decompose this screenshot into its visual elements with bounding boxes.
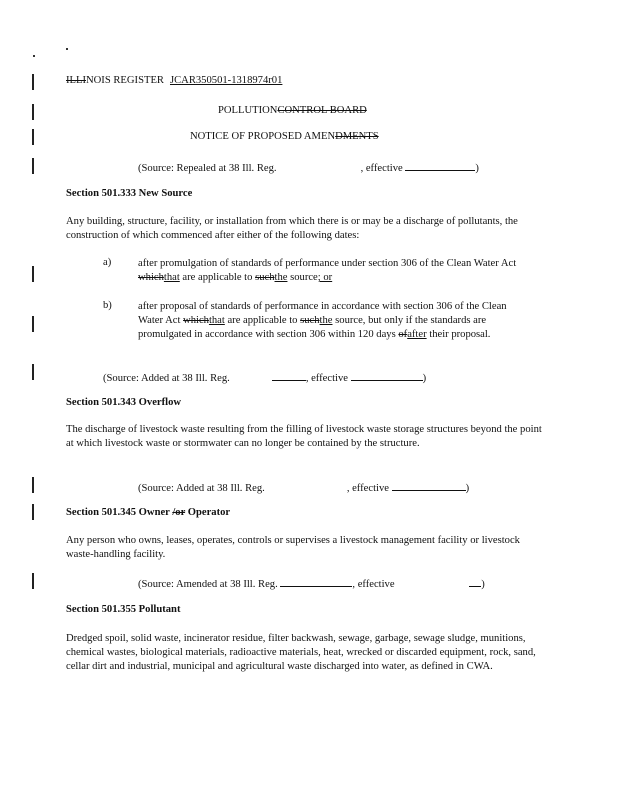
change-bar	[32, 158, 34, 174]
inserted-text: that	[208, 315, 225, 326]
notice-text: NOTICE OF PROPOSED AMEN	[190, 131, 336, 142]
item-text: source, but only if the standards are promulgated in accordance with section 306 within 120 days	[138, 315, 487, 340]
item-text: after promulgation of standards of performance under section 306 of the Clean Water Act	[138, 258, 517, 269]
agency-text: POLLUTION	[218, 105, 278, 116]
blank-line	[405, 160, 475, 171]
change-bar	[32, 316, 34, 332]
item-text: are applicable to	[224, 315, 301, 326]
close-paren: )	[481, 579, 485, 590]
section-355-body: Dredged spoil, solid waste, incinerator residue, filter backwash, sewage, garbage, sewage sludge, munitions, chemical wastes, biological materials, radioactive materials, heat, wrecked or discarded equipment, rock, sand, cellar dirt and industrial, municipal and agricultural waste discharged into water, as defined in CWA.	[66, 633, 536, 672]
change-bar	[32, 129, 34, 145]
struck-text: of	[398, 329, 408, 340]
agency-title	[218, 105, 367, 116]
source-text: (Source: Added at 38 Ill. Reg.	[103, 373, 230, 384]
source-repealed-line	[138, 160, 479, 174]
source-345-line	[138, 576, 485, 590]
effective-label: , effective	[360, 163, 403, 174]
struck-text: which	[138, 272, 164, 283]
change-bar	[32, 266, 34, 282]
section-333-heading: Section 501.333 New Source	[66, 188, 193, 199]
close-paren: )	[465, 483, 470, 494]
change-bar	[32, 74, 34, 90]
blank-line	[469, 576, 481, 587]
scan-speck	[66, 48, 68, 50]
register-text: NOIS REGISTER	[86, 75, 164, 86]
section-345-body: Any person who owns, leases, operates, controls or supervises a livestock management facility or livestock waste-handling facility.	[66, 535, 520, 560]
section-355-heading: Section 501.355 Pollutant	[66, 604, 181, 615]
source-333-line	[103, 370, 426, 384]
item-text: source	[287, 272, 318, 283]
section-343-body: The discharge of livestock waste resulting from the filling of livestock waste storage structures beyond the point at which livestock waste or stormwater can no longer be contained by the structure.	[66, 424, 542, 449]
source-343-line	[138, 480, 469, 494]
item-text: their proposal.	[426, 329, 491, 340]
item-text: after proposal of standards of performance in accordance with section 306 of the Clean Water Act	[138, 301, 507, 326]
item-b-text	[138, 300, 530, 342]
item-b-label: b)	[103, 300, 112, 311]
agency-struck-text: CONTROL BOARD	[277, 105, 367, 116]
item-a-text	[138, 257, 530, 285]
change-bar	[32, 364, 34, 380]
section-343-heading: Section 501.343 Overflow	[66, 397, 182, 408]
blank-line	[392, 480, 466, 491]
change-bar	[32, 504, 34, 520]
source-text: (Source: Repealed at 38 Ill. Reg.	[138, 163, 277, 174]
blank-line	[272, 370, 306, 381]
inserted-text: that	[163, 272, 180, 283]
section-333-intro: Any building, structure, facility, or installation from which there is or may be a discharge of pollutants, the construction of which commenced after either of the following dates:	[66, 216, 518, 241]
effective-label: , effective	[305, 373, 348, 384]
effective-label: , effective	[352, 579, 395, 590]
struck-text: such	[300, 315, 320, 326]
inserted-text: the	[319, 315, 333, 326]
struck-text: which	[183, 315, 209, 326]
register-header	[66, 75, 282, 86]
inserted-text: ; or	[317, 272, 333, 283]
notice-struck-text: DMENTS	[335, 131, 379, 142]
change-bar	[32, 573, 34, 589]
source-text: (Source: Amended at 38 Ill. Reg.	[138, 579, 278, 590]
change-bar	[32, 477, 34, 493]
blank-line	[280, 576, 352, 587]
heading-text: Operator	[185, 507, 231, 518]
item-text: are applicable to	[179, 272, 256, 283]
blank-line	[351, 370, 423, 381]
change-bar	[32, 104, 34, 120]
inserted-text: after	[407, 329, 427, 340]
effective-label: , effective	[346, 483, 389, 494]
close-paren: )	[475, 163, 479, 174]
register-struck-text: ILLI	[66, 75, 86, 86]
source-text: (Source: Added at 38 Ill. Reg.	[138, 483, 265, 494]
scan-speck	[33, 55, 35, 57]
register-code: JCAR350501-1318974r01	[169, 75, 283, 86]
struck-text: such	[255, 272, 275, 283]
notice-title	[190, 131, 379, 142]
struck-text: /or	[172, 507, 186, 518]
item-a-label: a)	[103, 257, 112, 268]
inserted-text: the	[274, 272, 288, 283]
close-paren: )	[422, 373, 427, 384]
heading-text: Section 501.345 Owner	[66, 507, 173, 518]
section-345-heading	[66, 507, 230, 518]
